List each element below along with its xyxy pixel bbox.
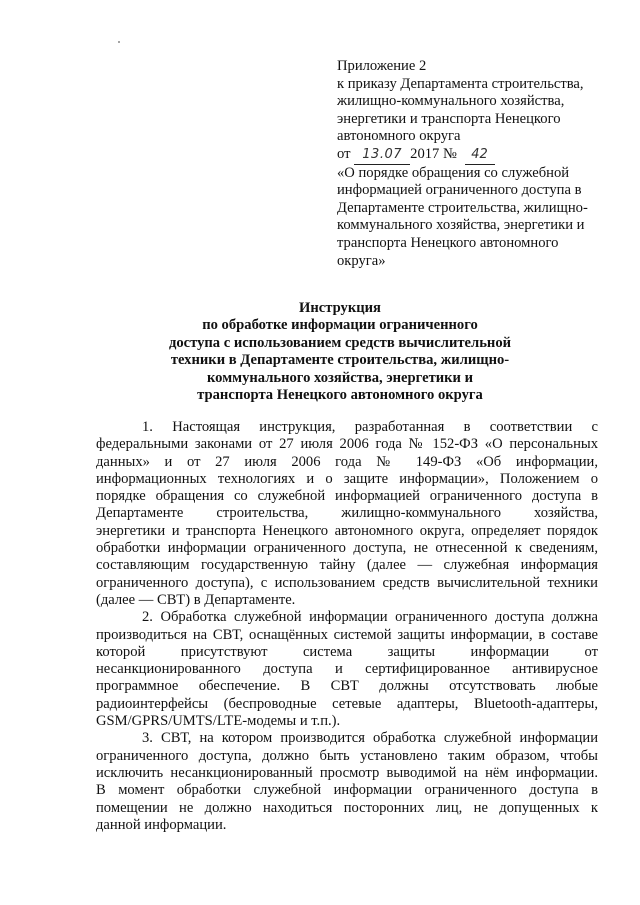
title-line: техники в Департаменте строительства, жилищно-	[170, 352, 510, 369]
body-line: 1. Настоящая инструкция, разработанная в соответствии с	[142, 419, 598, 435]
title-line: доступа с использованием средств вычислительной	[168, 334, 512, 351]
body-line: несанкционированного доступа и сертифицированное антивирусное	[96, 661, 598, 678]
body-line: исключить несанкционированный просмотр выводимой на нём информации.	[96, 764, 598, 781]
body-line: (далее — СВТ) в Департаменте.	[96, 591, 296, 608]
order-subject-line: Департаменте строительства, жилищно-	[337, 199, 588, 216]
title-line: по обработке информации ограниченного	[202, 317, 478, 334]
handwritten-date: 13.07	[354, 146, 410, 165]
title-line: транспорта Ненецкого автономного округа	[197, 387, 483, 404]
document-title	[60, 300, 620, 404]
body-line: производиться на СВТ, оснащённых системой защиты информации, в составе	[96, 626, 598, 643]
body-line: данной информации.	[96, 816, 227, 833]
body-line: порядке обращения со служебной информацией ограниченного доступа в	[96, 488, 598, 505]
scan-speck	[118, 41, 120, 43]
body-line: федеральными законами от 27 июля 2006 года № 152-ФЗ «О персональных	[96, 436, 598, 453]
title-line: коммунального хозяйства, энергетики и	[206, 369, 474, 386]
order-subject-line: округа»	[337, 252, 386, 269]
body-line: В момент обработки служебной информации ограниченного доступа в	[96, 782, 598, 799]
appendix-date-line	[337, 146, 605, 165]
body-line: данных» и от 27 июля 2006 года № 149-ФЗ «Об информации,	[96, 453, 598, 470]
body-line: энергетики и транспорта Ненецкого автономного округа, определяет порядок	[96, 522, 598, 539]
appendix-line: Приложение 2	[337, 58, 427, 74]
handwritten-order-number: 42	[465, 146, 495, 165]
body-line: обработки информации ограниченного доступа, не отнесенной к сведениям,	[96, 540, 598, 557]
body-line: 3. СВТ, на котором производится обработка служебной информации	[142, 730, 598, 747]
body-line: ограниченного доступа, должно быть установлено таким образом, чтобы	[96, 747, 598, 764]
date-prefix: от	[337, 145, 351, 162]
body-line: информационных технологиях и о защите информации», Положением о	[96, 470, 598, 487]
paragraph-2	[96, 609, 598, 730]
body-line: радиоинтерфейсы (беспроводные сетевые адаптеры, Bluetooth-адаптеры,	[96, 695, 598, 712]
paragraph-1	[96, 419, 598, 609]
body-line: программное обеспечение. В СВТ должны отсутствовать любые	[96, 678, 598, 695]
appendix-line: жилищно-коммунального хозяйства,	[337, 93, 565, 110]
appendix-header	[337, 58, 605, 270]
order-subject-line: информацией ограниченного доступа в	[337, 182, 582, 199]
order-subject-line: «О порядке обращения со служебной	[337, 164, 570, 181]
appendix-line: энергетики и транспорта Ненецкого	[337, 110, 561, 127]
body-line: Департаменте строительства, жилищно-коммунального хозяйства,	[96, 505, 598, 522]
title-line: Инструкция	[299, 300, 381, 316]
order-subject	[337, 165, 605, 271]
body-line: 2. Обработка служебной информации ограниченного доступа должна	[142, 609, 598, 626]
order-subject-line: коммунального хозяйства, энергетики и	[337, 217, 585, 234]
paragraph-3	[96, 730, 598, 834]
appendix-line: автономного округа	[337, 128, 461, 145]
document-body	[96, 419, 598, 834]
date-year-suffix: 2017 №	[410, 145, 457, 162]
body-line: помещении не должно находиться посторонних лиц, не допущенных к	[96, 799, 598, 816]
body-line: GSM/GPRS/UMTS/LTE-модемы и т.п.).	[96, 713, 341, 730]
order-subject-line: транспорта Ненецкого автономного	[337, 234, 559, 251]
body-line: которой присутствуют система защиты информации от	[96, 643, 598, 660]
body-line: ограниченного доступа), с использованием средств вычислительной техники	[96, 574, 598, 591]
body-line: составляющим государственную тайну (далее — служебная информация	[96, 557, 598, 574]
appendix-line: к приказу Департамента строительства,	[337, 75, 584, 92]
